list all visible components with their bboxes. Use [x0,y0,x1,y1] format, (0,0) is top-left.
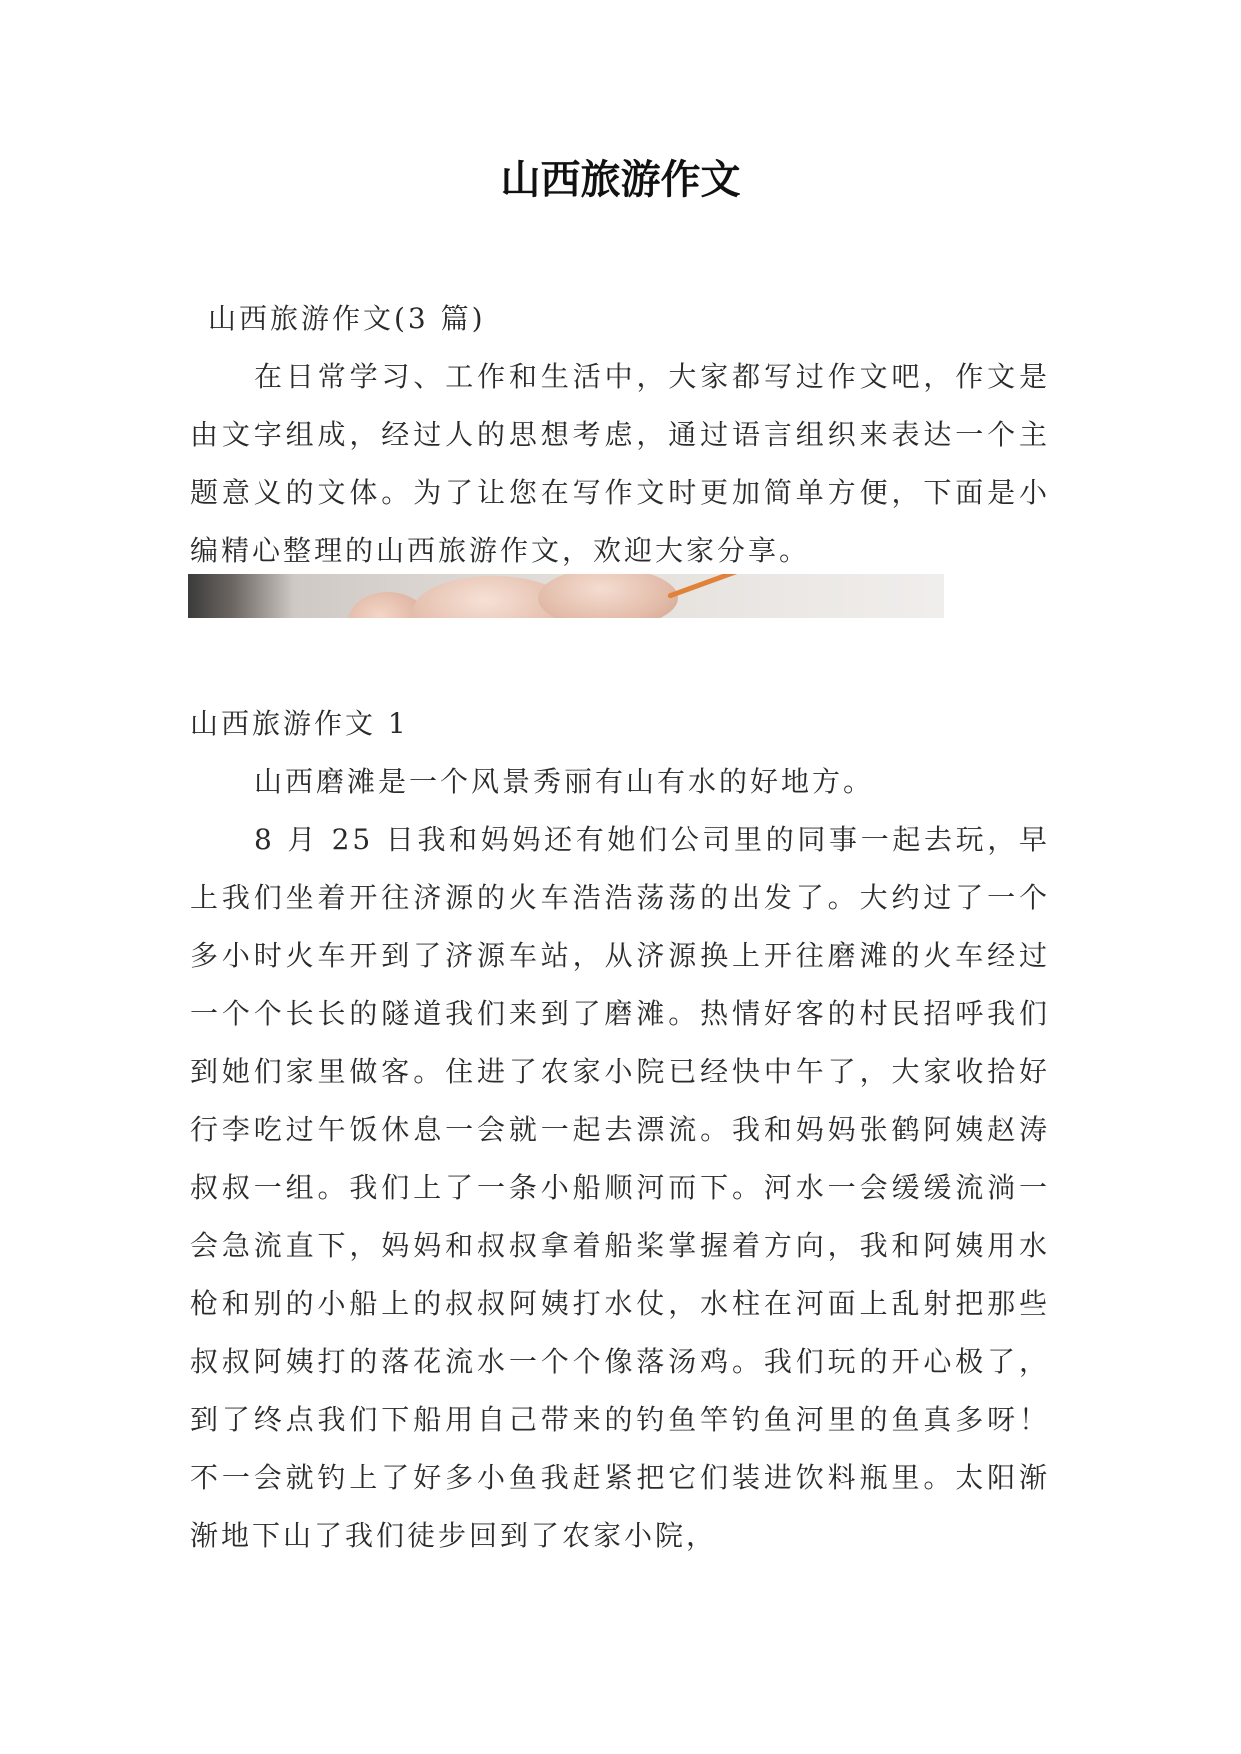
essay-paragraph: 8 月 25 日我和妈妈还有她们公司里的同事一起去玩，早上我们坐着开往济源的火车浩浩荡荡的出发了。大约过了一个多小时火车开到了济源车站，从济源换上开往磨滩的火车经过一个个长长的隧道我们来到了磨滩。热情好客的村民招呼我们到她们家里做客。住进了农家小院已经快中午了，大家收拾好行李吃过午饭休息一会就一起去漂流。我和妈妈张鹤阿姨赵涛叔叔一组。我们上了一条小船顺河而下。河水一会缓缓流淌一会急流直下，妈妈和叔叔拿着船桨掌握着方向，我和阿姨用水枪和别的小船上的叔叔阿姨打水仗，水柱在河面上乱射把那些叔叔阿姨打的落花流水一个个像落汤鸡。我们玩的开心极了，到了终点我们下船用自己带来的钓鱼竿钓鱼河里的鱼真多呀！不一会就钓上了好多小鱼我赶紧把它们装进饮料瓶里。太阳渐渐地下山了我们徒步回到了农家小院， [190,823,1050,1552]
pencil-shape [667,574,819,599]
finger-shape [538,574,678,618]
essay-paragraph: 山西磨滩是一个风景秀丽有山有水的好地方。 [254,765,875,798]
essay-heading: 山西旅游作文 1 [190,707,409,740]
intro-paragraph: 在日常学习、工作和生活中，大家都写过作文吧，作文是由文字组成，经过人的思想考虑，通过语言组织来表达一个主题意义的文体。为了让您在写作文时更加简单方便，下面是小编精心整理的山西旅游作文，欢迎大家分享。 [190,360,1050,567]
illustration-photo [188,574,944,618]
page-title: 山西旅游作文 [500,156,741,203]
intro-subtitle: 山西旅游作文(3 篇) [208,302,486,335]
